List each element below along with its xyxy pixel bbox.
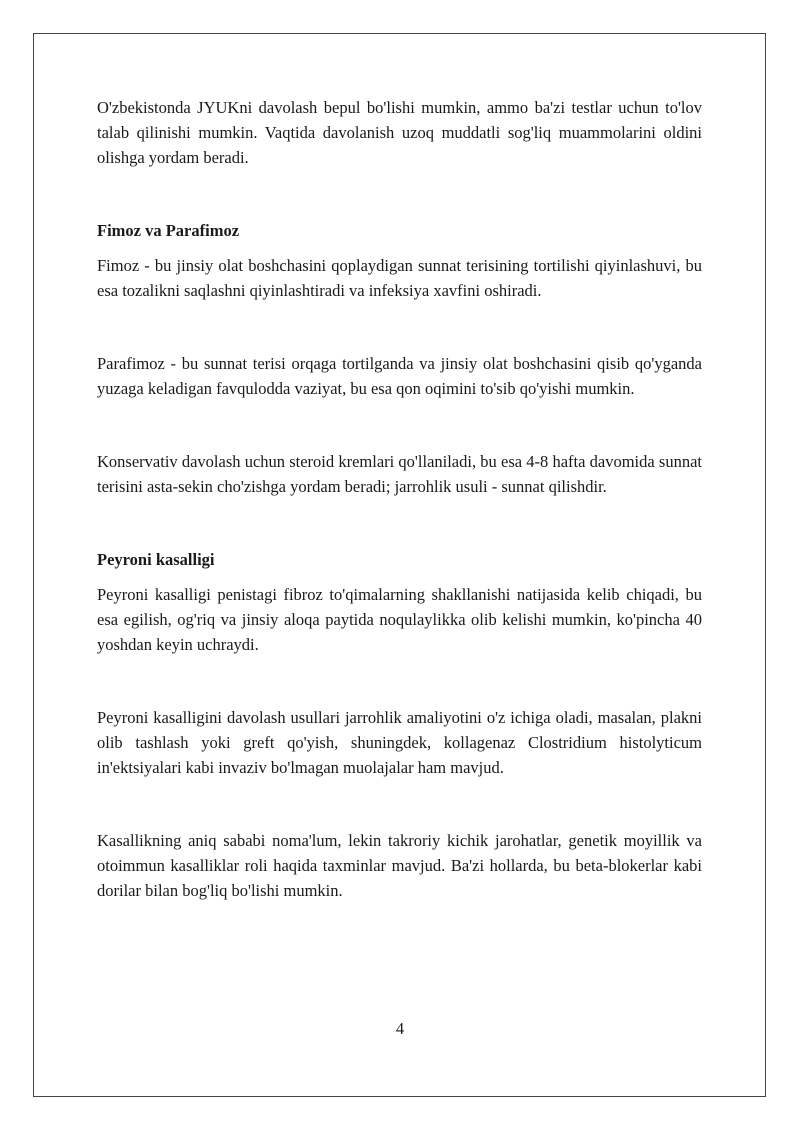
section-heading-peyronie: Peyroni kasalligi <box>97 550 215 569</box>
section-heading-phimosis: Fimoz va Parafimoz <box>97 221 240 240</box>
paragraph-peyronie-treatment: Peyroni kasalligini davolash usullari jarrohlik amaliyotini o'z ichiga oladi, masalan, plakni olib tashlash yoki greft qo'yish, shuningdek, kollagenaz Clostridium histolyticum in'ektsiyalari kabi invaziv bo'lmagan muolajalar ham mavjud. <box>97 708 702 777</box>
page-content <box>97 95 702 903</box>
paragraph-conservative-treatment: Konservativ davolash uchun steroid kremlari qo'llaniladi, bu esa 4-8 hafta davomida sunnat terisini asta-sekin cho'zishga yordam beradi; jarrohlik usuli - sunnat qilishdir. <box>97 452 702 496</box>
paragraph-peyronie-cause: Peyroni kasalligi penistagi fibroz to'qimalarning shakllanishi natijasida kelib chiqadi, bu esa egilish, og'riq va jinsiy aloqa paytida noqulaylikka olib kelishi mumkin, ko'pincha 40 yoshdan keyin uchraydi. <box>97 585 702 654</box>
paragraph-peyronie-etiology: Kasallikning aniq sababi noma'lum, lekin takroriy kichik jarohatlar, genetik moyillik va otoimmun kasalliklar roli haqida taxminlar mavjud. Ba'zi hollarda, bu beta-blokerlar kabi dorilar bilan bog'liq bo'lishi mumkin. <box>97 831 702 900</box>
paragraph-phimosis: Fimoz - bu jinsiy olat boshchasini qoplaydigan sunnat terisining tortilishi qiyinlashuvi, bu esa tozalikni saqlashni qiyinlashtiradi va infeksiya xavfini oshiradi. <box>97 256 702 300</box>
paragraph-paraphimosis: Parafimoz - bu sunnat terisi orqaga tortilganda va jinsiy olat boshchasini qisib qo'yganda yuzaga keladigan favqulodda vaziyat, bu esa qon oqimini to'sib qo'yishi mumkin. <box>97 354 702 398</box>
page-number: 4 <box>395 1019 405 1038</box>
paragraph-jyuk-treatment: O'zbekistonda JYUKni davolash bepul bo'lishi mumkin, ammo ba'zi testlar uchun to'lov talab qilinishi mumkin. Vaqtida davolanish uzoq muddatli sog'liq muammolarini oldini olishga yordam beradi. <box>97 98 702 167</box>
